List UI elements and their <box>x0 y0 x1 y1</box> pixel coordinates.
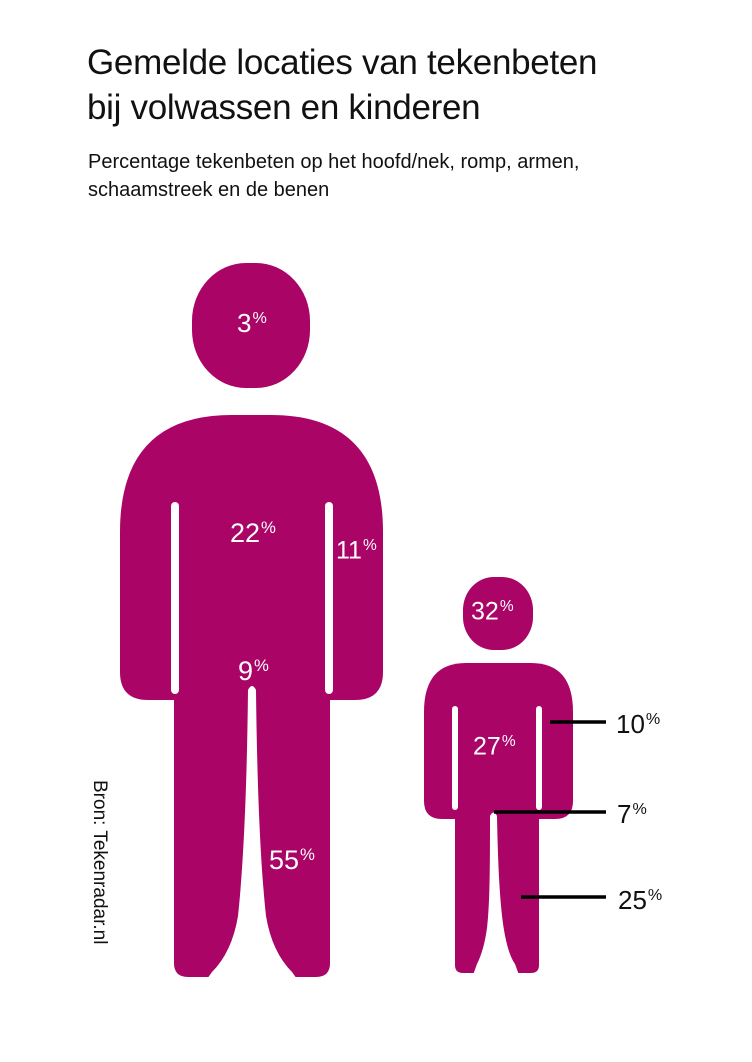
adult-head-label <box>237 310 267 336</box>
adult-arm-label <box>336 538 377 564</box>
child-torso-unit: % <box>501 733 516 750</box>
child-groin-unit: % <box>632 800 647 819</box>
adult-torso-label <box>230 520 276 547</box>
adult-figure <box>120 263 383 979</box>
source-credit: Bron: Tekenradar.nl <box>89 780 110 945</box>
child-left-arm-gap <box>452 706 458 810</box>
child-head-label <box>471 599 514 625</box>
child-torso-value: 27 <box>473 732 501 761</box>
child-legs-label <box>618 887 662 913</box>
adult-head-value: 3 <box>237 308 252 338</box>
child-groin-label <box>617 801 647 827</box>
adult-groin-label <box>238 658 269 685</box>
title-line-1: Gemelde locaties van tekenbeten <box>87 43 598 82</box>
child-right-arm-gap <box>536 706 542 810</box>
adult-groin-value: 9 <box>238 656 254 687</box>
subtitle-line-1: Percentage tekenbeten op het hoofd/nek, romp, armen, <box>88 151 580 173</box>
adult-legs-label <box>269 847 315 874</box>
adult-left-arm-gap <box>171 502 179 694</box>
adult-right-arm-gap <box>325 502 333 694</box>
title-line-2: bij volwassen en kinderen <box>87 88 481 127</box>
adult-torso-unit: % <box>261 518 276 537</box>
child-figure <box>424 577 573 975</box>
child-arm-label <box>616 711 660 737</box>
child-legs-unit: % <box>647 886 663 905</box>
subtitle-line-2: schaamstreek en de benen <box>88 179 330 201</box>
child-groin-value: 7 <box>617 799 632 829</box>
adult-torso-value: 22 <box>230 518 261 549</box>
child-arm-value: 10 <box>616 709 645 739</box>
child-head-value: 32 <box>471 597 499 626</box>
adult-arm-unit: % <box>362 537 377 554</box>
adult-legs-value: 55 <box>269 845 300 876</box>
adult-arm-value: 11 <box>336 536 362 565</box>
child-torso-label <box>473 734 516 760</box>
adult-head-unit: % <box>252 309 267 328</box>
child-arm-unit: % <box>645 710 661 729</box>
adult-groin-unit: % <box>254 656 269 675</box>
child-head-unit: % <box>499 598 514 615</box>
adult-legs-unit: % <box>300 845 315 864</box>
child-legs-value: 25 <box>618 885 647 915</box>
